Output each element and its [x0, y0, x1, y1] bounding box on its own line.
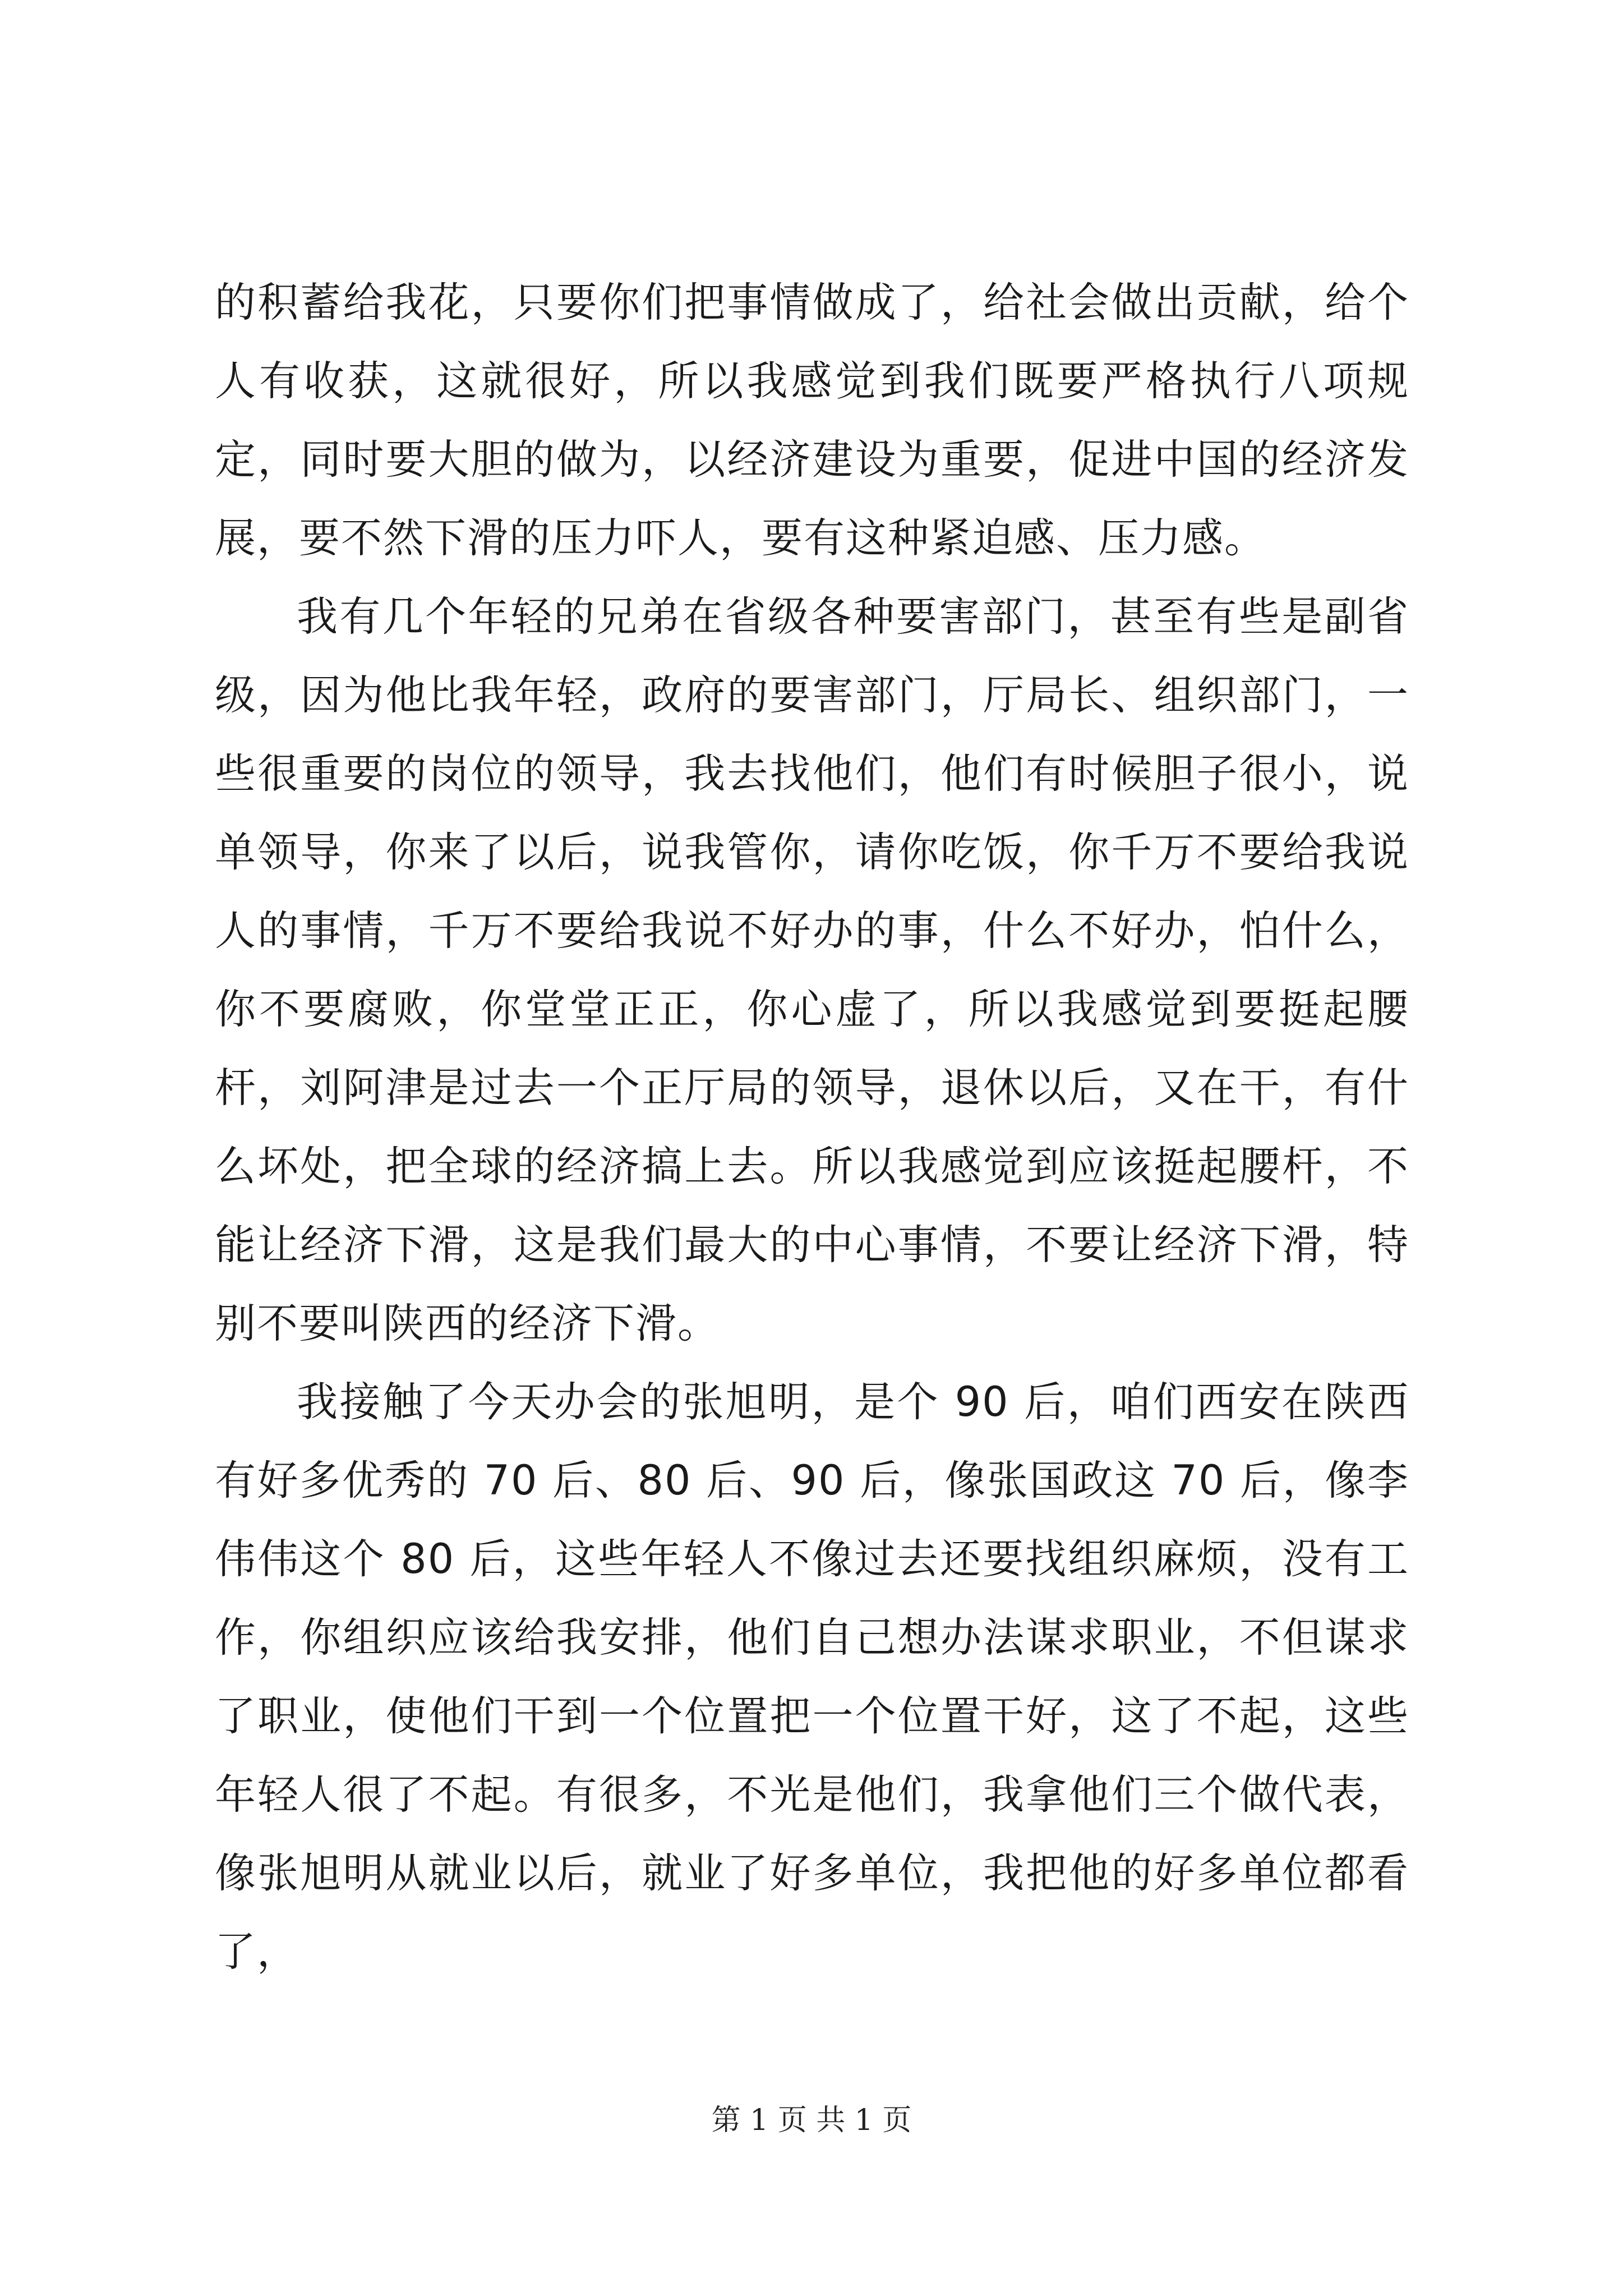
document-body	[215, 264, 1409, 1991]
paragraph-3: 我接触了今天办会的张旭明，是个 90 后，咱们西安在陕西有好多优秀的 70 后、80 后、90 后，像张国政这 70 后，像李伟伟这个 80 后，这些年轻人不像过去还要找组织麻烦，没有工作，你组织应该给我安排，他们自己想办法谋求职业，不但谋求了职业，使他们干到一个位置把一个位置干好，这了不起，这些年轻人很了不起。有很多，不光是他们，我拿他们三个做代表，像张旭明从就业以后，就业了好多单位，我把他的好多单位都看了，	[215, 1378, 1409, 1976]
paragraph-1: 的积蓄给我花，只要你们把事情做成了，给社会做出贡献，给个人有收获，这就很好，所以我感觉到我们既要严格执行八项规定，同时要大胆的做为，以经济建设为重要，促进中国的经济发展，要不然下滑的压力吓人，要有这种紧迫感、压力感。	[215, 279, 1409, 562]
page-footer: 第 1 页 共 1 页	[711, 2104, 912, 2137]
paragraph-2: 我有几个年轻的兄弟在省级各种要害部门，甚至有些是副省级，因为他比我年轻，政府的要害部门，厅局长、组织部门，一些很重要的岗位的领导，我去找他们，他们有时候胆子很小，说单领导，你来了以后，说我管你，请你吃饭，你千万不要给我说人的事情，千万不要给我说不好办的事，什么不好办，怕什么，你不要腐败，你堂堂正正，你心虚了，所以我感觉到要挺起腰杆，刘阿津是过去一个正厅局的领导，退休以后，又在干，有什么坏处，把全球的经济搞上去。所以我感觉到应该挺起腰杆，不能让经济下滑，这是我们最大的中心事情，不要让经济下滑，特别不要叫陕西的经济下滑。	[215, 593, 1409, 1347]
